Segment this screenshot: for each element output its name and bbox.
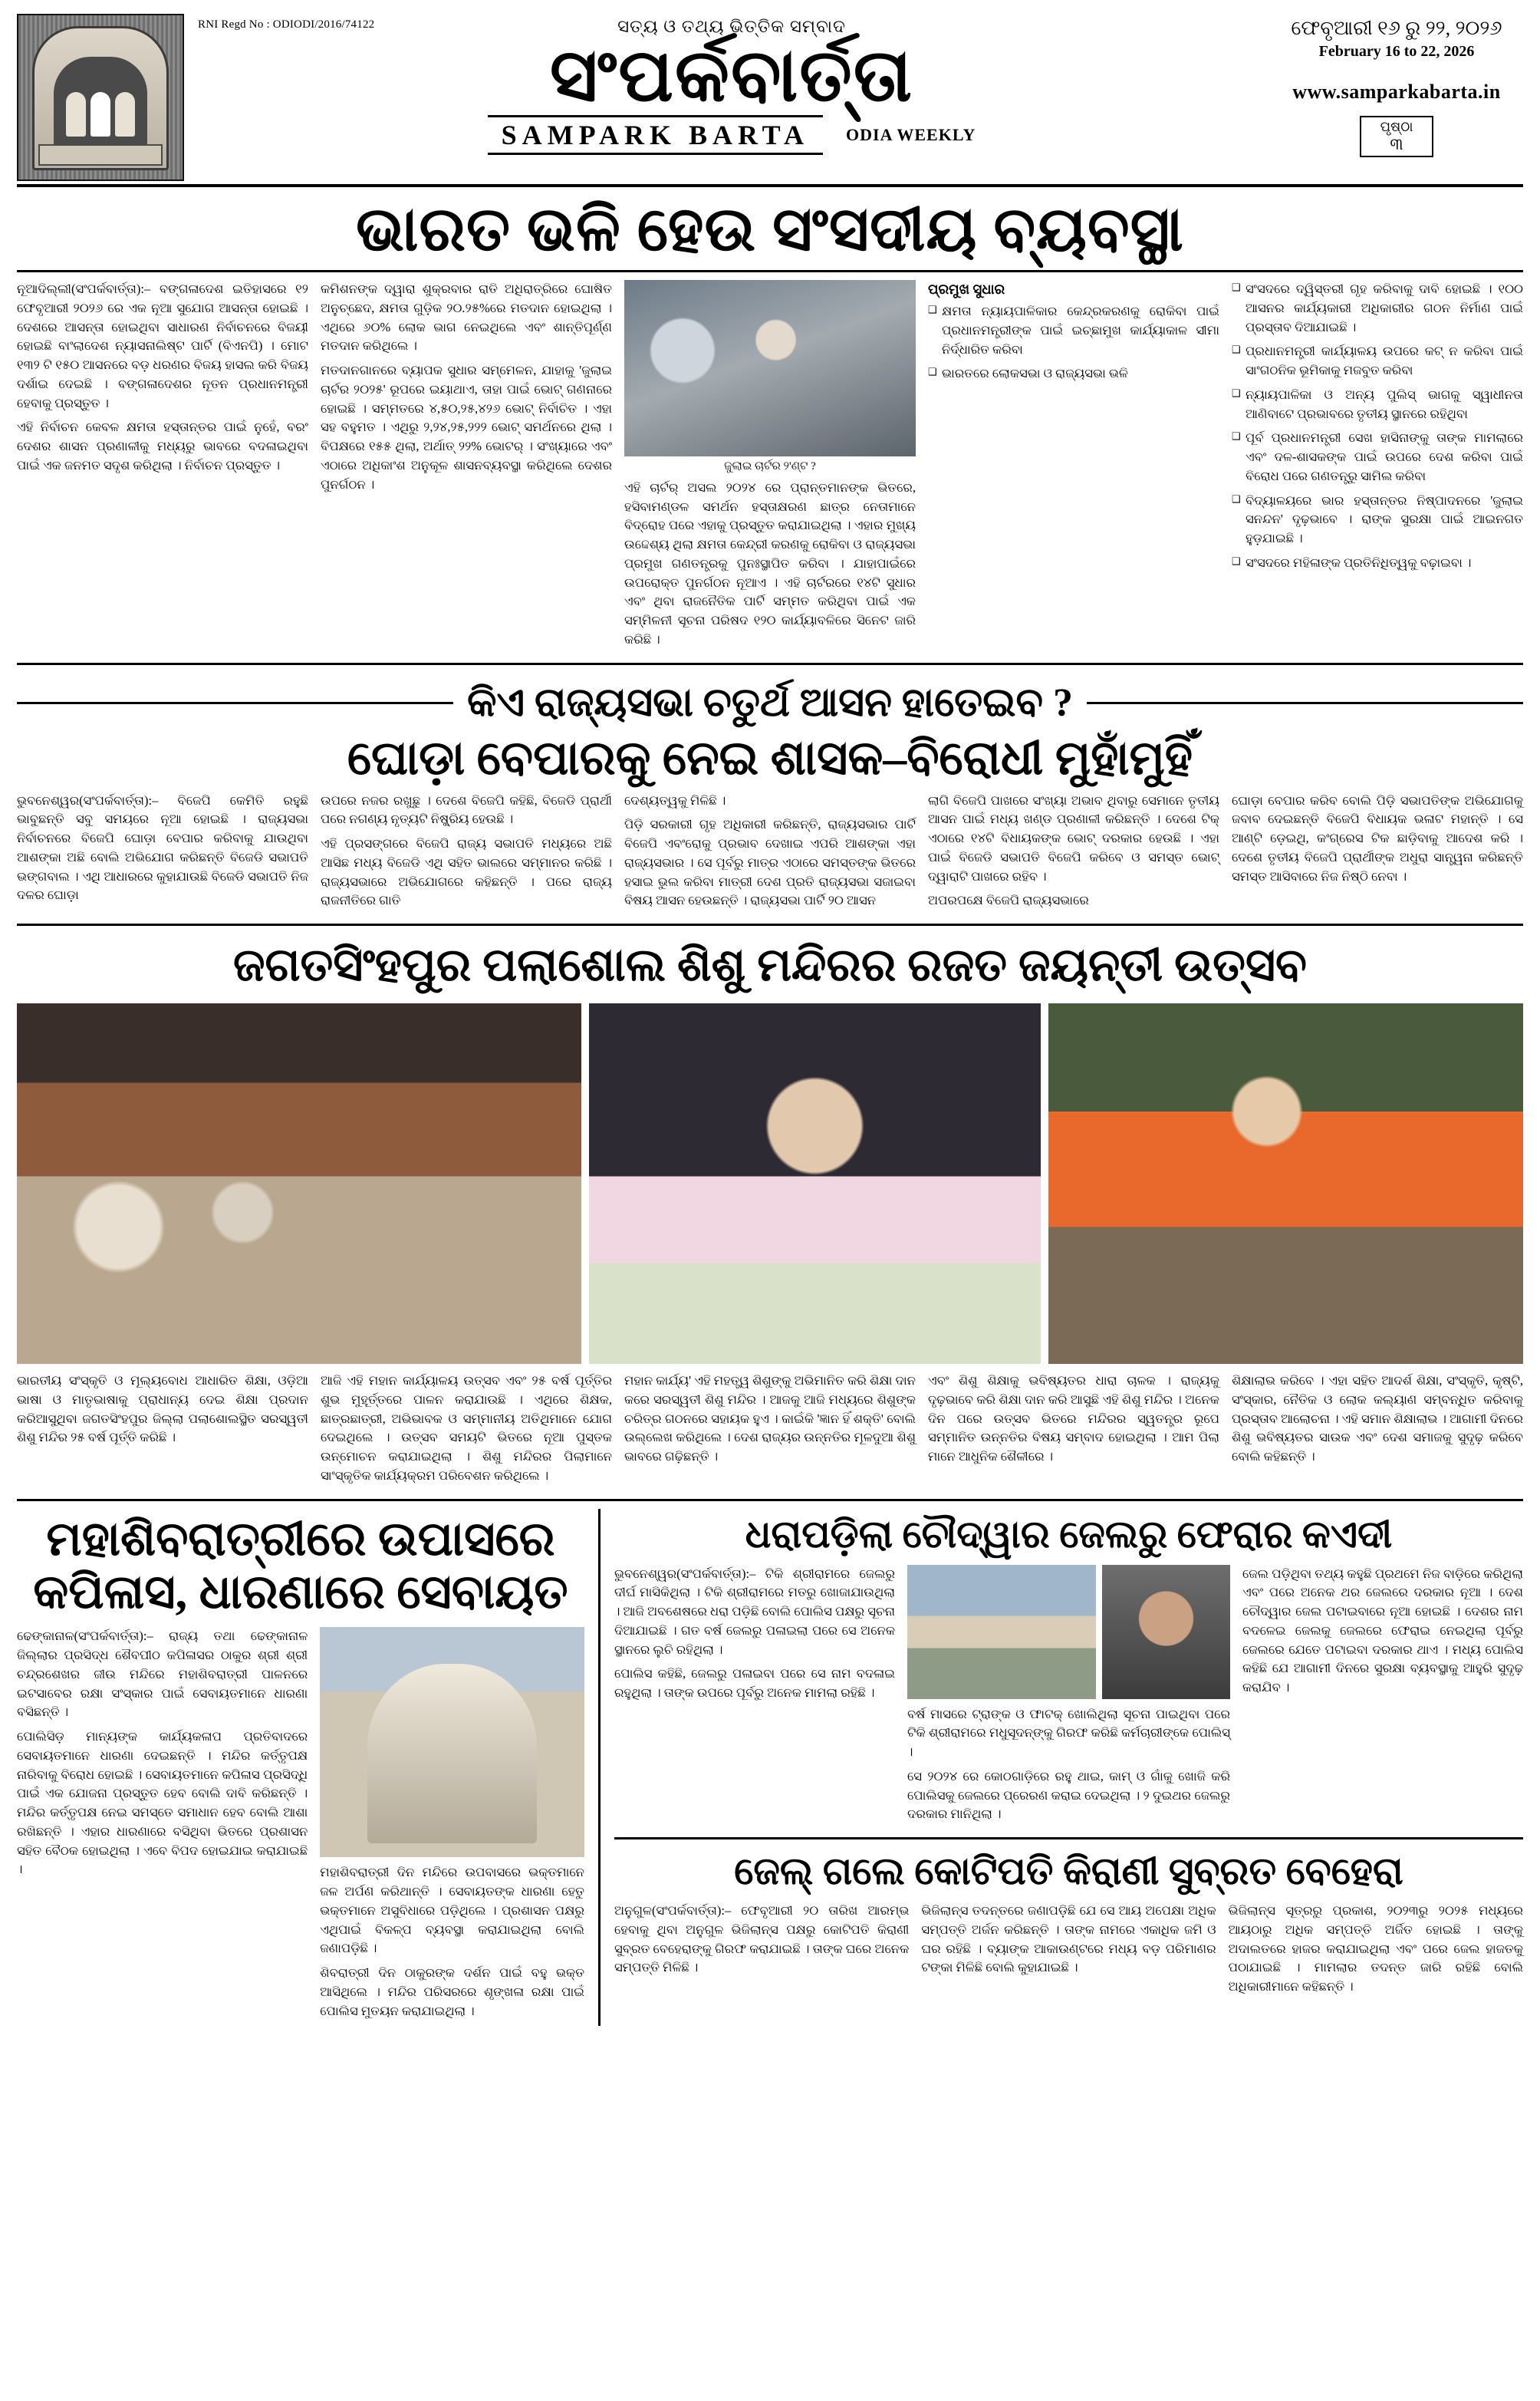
rajyasabha-headline: ଘୋଡ଼ା ବେପାରକୁ ନେଇ ଶାସକ–ବିରୋଧୀ ମୁହାଁମୁହିଁ <box>347 732 1193 785</box>
shishu-para: ଆଜି ଏହି ମହାନ କାର୍ଯ୍ୟାଳୟ ଉତ୍ସବ ଏବଂ ୨୫ ବର୍ଷ ପୂର୍ତ୍ତିର ଶୁଭ ମୁହୂର୍ତ୍ତରେ ପାଳନ କରାଯାଉଛି । ଏଥିରେ ଶିକ୍ଷକ, ଛାତ୍ରଛାତ୍ରୀ, ଅଭିଭାବକ ଓ ସମ୍ମାନୀୟ ଅତିଥିମାନେ ଯୋଗ ଦେଇଥିଲେ । ଉତ୍ସବ ସମୟଟି ଭିତରେ ନୂଆ ପୁସ୍ତକ ଉନ୍ମୋଚନ କରାଯାଇଥିଲା । ଶିଶୁ ମନ୍ଦିରର ପିଲାମାନେ ସାଂସ୍କୃତିକ କାର୍ଯ୍ୟକ୍ରମ ପରିବେଶନ କରିଥିଲେ । <box>321 1373 612 1483</box>
accused-mugshot-photo <box>1102 1565 1230 1699</box>
lead-para: ଏହି ନିର୍ବାଚନ କେବଳ କ୍ଷମତା ହସ୍ତାନ୍ତର ପାଇଁ ନୁହେଁ, ବରଂ ଦେଶର ଶାସନ ପ୍ରଣାଳୀକୁ ମଧ୍ୟରୁ ଭାବରେ ବଦଳାଇଥିବା ପାଇଁ ଏକ ଜନମତ ସଦୃଶ କରିଥିଲା । ନିର୍ବାଚନ ପ୍ରସ୍ତୁତ । <box>17 420 308 473</box>
lead-bullet: ❑ ସଂସଦରେ ଦ୍ୱିସ୍ତରୀ ଗୃହ କରିବାକୁ ଦାବି ହୋଇଛି । ୧୦୦ ଆସନର କାର୍ଯ୍ୟକାରୀ ଅଧିକାରୀର ଗଠନ ନିର୍ମାଣ ପାଇଁ ପ୍ରସ୍ତାବ ଦିଆଯାଇଛି । <box>1232 280 1523 337</box>
shishu-para: ଭାରତୀୟ ସଂସ୍କୃତି ଓ ମୂଲ୍ୟବୋଧ ଆଧାରିତ ଶିକ୍ଷା, ଓଡ଼ିଆ ଭାଷା ଓ ମାତୃଭାଷାକୁ ପ୍ରାଧାନ୍ୟ ଦେଇ ଶିକ୍ଷା ପ୍ରଦାନ କରିଆସୁଥିବା ଜଗତସିଂହପୁର ଜିଲ୍ଲା ପଲାଶୋଲସ୍ଥିତ ସରସ୍ୱତୀ ଶିଶୁ ମନ୍ଦିର ୨୫ ବର୍ଷ ପୂର୍ତ୍ତି କରିଛି । <box>17 1373 308 1445</box>
rajyasabha-kicker: କିଏ ରାଜ୍ୟସଭା ଚତୁର୍ଥ ଆସନ ହାତେଇବ ? <box>467 680 1073 725</box>
jail-escapee-story <box>614 1565 1523 1830</box>
crorepati-clerk-headline: ଜେଲ୍ ଗଲେ କୋଟିପତି କିରାଣୀ ସୁବ୍ରତ ବେହେରା <box>734 1849 1403 1893</box>
rajyasabha-para: ଉପରେ ନଜର ରଖୁଛୁ । ଦେଶେ ବିଜେପି କହିଛି, ବିଜେଡି ପ୍ରାର୍ଥୀ ପରେ ନଗଣ୍ୟ ନୃତ୍ୟଟି ନିଷ୍କ୍ରିୟ ହେଉଛି । <box>321 792 612 827</box>
jail-para: ସେ ୨୦୨୪ ରେ କୋଠଗାଡ଼ିରେ ରହୁ ଥାଇ, କାମ୍ ଓ ଗାଁକୁ ଖୋଜି କରି ପୋଲିସକୁ ଜେଲରେ ପ୍ରେରଣ କରାଇ ଦେଇଥିଲା । ୨ ଦୁଇଥର ଜେଲରୁ ଦରକାର ମାନିଥିଲା । <box>907 1768 1230 1822</box>
rajyasabha-para: ଘୋଡ଼ା ବେପାର କରିବ ବୋଲି ପିଡ଼ି ସଭାପତିଙ୍କ ଅଭିଯୋଗକୁ ଜବାବ ଦେଇଛନ୍ତି ବିଜେପି ବିଧାୟକ ଭଳାଟ ମହାନ୍ତି । ସେ ଆଣ୍ଟି ଡ଼େଇଥି, କଂଗ୍ରେସ ଟିକ ଛାଡ଼ିବାକୁ ଆଦେଶ କରି । ଦେଶେ ତୃତୀୟ ବିଜେପି ପ୍ରାର୍ଥୀଙ୍କ ଅଧୁରା ସାନ୍ତ୍ୱନା କରିଛନ୍ତି ସମସ୍ତ ଆସିବାରେ ନିଜ ନିଷ୍ଠି ନେବା । <box>1232 792 1523 884</box>
jail-escapee-headline: ଧରାପଡ଼ିଲା ଚୌଦ୍ୱାର ଜେଲରୁ ଫେରାର କଏଦୀ <box>745 1512 1393 1556</box>
shivaratri-para: ପୋଲିସିଡ଼ ମାନ୍ୟଙ୍କ କାର୍ଯ୍ୟକଳାପ ପ୍ରତିବାଦରେ ସେବାୟତମାନେ ଧାରଣା ଦେଇଛନ୍ତି । ମନ୍ଦିର କର୍ତ୍ତୃପକ୍ଷ ନାରିବାକୁ ବିରୋଧ ହୋଇଛି । ସେବାୟତମାନେ କପିଳାସ ପ୍ରସିଦ୍ଧି ପାଇଁ ଏକ ଯୋଜନା ପ୍ରସ୍ତୁତ ହେବ ବୋଲି ଦାବି କରିଛନ୍ତି । ମନ୍ଦିର କର୍ତ୍ତୃପକ୍ଷ ନେଇ ସମସ୍ତେ ସମାଧାନ ହେବ ବୋଲି ଆଶା ରଖିଛନ୍ତି । ଏହାର ଧାରଣାରେ ବସିଥିବା ଭିତରେ ପ୍ରଶାସନ ସହିତ ବୈଠକ ହୋଇଥିଲା । ଏବେ ବିପଦ ହୋଇଯାଇ କରାଯାଇଛି । <box>17 1729 308 1877</box>
masthead <box>17 14 1523 187</box>
page-number-box <box>1360 116 1433 157</box>
lead-story <box>17 272 1523 655</box>
lead-bullet: ❑ ପୂର୍ବ ପ୍ରଧାନମନ୍ତ୍ରୀ ସେଖ ହାସିନାଙ୍କୁ ତାଙ୍କ ମାମଲାରେ ଏବଂ ଦଳ-ଶାସକଙ୍କ ପାଇଁ ଉପରେ ଦେଶ କରିବା ପାଇଁ ବିରୋଧ ପରେ ଗଣତନ୍ତ୍ରୁ ସାମିଲ କରିବା <box>1232 429 1523 486</box>
divider-left <box>17 702 453 704</box>
shivaratri-para: ଢେଙ୍କାନାଳ(ସଂପର୍କବାର୍ତ୍ତା):– ରାଜ୍ୟ ତଥା ଢେଙ୍କାନାଳ ଜିଲ୍ଲାର ପ୍ରସିଦ୍ଧ ଶୈବପୀଠ କପିଳାସର ଠାକୁର ଶ୍ରୀ ଶ୍ରୀ ଚନ୍ଦ୍ରଶେଖର ଜୀଉ ମନ୍ଦିରେ ମହାଶିବରାତ୍ରୀ ପାଳନରେ ଇଟସାବେର ରକ୍ଷା ସଂସ୍କାର ପାଇଁ ସେବାୟତମାନେ ଧାରଣା ବସିଛନ୍ତି । <box>17 1629 308 1720</box>
lead-bullet: ❑ ଭାରତରେ ଲୋକସଭା ଓ ରାଜ୍ୟସଭା ଭଳି <box>928 364 1219 384</box>
lead-para: ଏହି ଚାର୍ଟର୍ ଅସଲ ୨୦୨୪ ରେ ପ୍ରାନ୍ତମାନଙ୍କ ଭିତରେ, ହସିବାମଣ୍ଡଳ ସମର୍ଥନ ହସ୍ତାକ୍ଷରଣ ଛାତ୍ର ନେତାମାନେ ବିଦ୍ରୋହ ପରେ ଏହାକୁ ପ୍ରସ୍ତୁତ କରାଯାଇଥିଲା । ଏହାର ମୁଖ୍ୟ ଉଦ୍ଦେଶ୍ୟ ଥିଲା କ୍ଷମତା କେନ୍ଦ୍ରୀ କରଣକୁ ରୋକିବା ଓ ରାଜ୍ୟସଭା ପ୍ରମୁଖ ଗଣତନ୍ତ୍ରକୁ ପୁନଃସ୍ଥାପିତ କରିବା । ଯାହାପାଇଁରେ ଉପରୋକ୍ତ ପୁନର୍ଗଠନ ନୂଆଏ । ଏହି ଚାର୍ଟରରେ ୧୪ଟି ସୁଧାର ଏବଂ ଥିବା ରାଜନୈତିକ ପାର୍ଟି ସମ୍ମତ କରିଥିବା ପାଇଁ ଏକ ସମ୍ମିଳନୀ ସୂଚନା ପରିଷଦ ୧୨୦ କାର୍ଯ୍ୟାବଳିରେ ସିନେଟ ଜାରି କରିଛି । <box>624 479 916 647</box>
lead-bullet: ❑ ପ୍ରଧାନମନ୍ତ୍ରୀ କାର୍ଯ୍ୟାଳୟ ଉପରେ କଟ୍ ନ କରିବା ପାଇଁ ସାଂଗଠନିକ ଭୂମିକାକୁ ମଜବୁତ କରିବା <box>1232 342 1523 380</box>
speaker-podium-photo <box>589 1003 1041 1364</box>
jail-para: ଭୁବନେଶ୍ୱର(ସଂପର୍କବାର୍ତ୍ତା):– ଟିକି ଶ୍ରୀରାମରେ ଜେଲରୁ ଦୀର୍ଘ ମାସିକିଥିଲା । ଟିକି ଶ୍ରୀରାମରେ ମତରୁ ଖୋଜାଯାଉଥିଲା । ଆଜି ଅବଶେଷରେ ଧରା ପଡ଼ିଛି ବୋଲି ପୋଲିସ ପକ୍ଷରୁ ସୂଚନା ଦିଆଯାଇଛି । ଗତ ବର୍ଷ ଜେଲରୁ ପଳାଇଲା ପରେ ସେ ଅନେକ ସ୍ଥାନରେ ଲୁଚି ରହିଥିଲା । <box>614 1566 896 1657</box>
clerk-para: ଅନୁଗୁଳ(ସଂପର୍କବାର୍ତ୍ତା):– ଫେବୃଆରୀ ୨୦ ତାରିଖ ଆରମ୍ଭ ହେବାକୁ ଥିବା ଅନୁଗୁଳ ଭିଜିଲାନ୍ସ ପକ୍ଷରୁ କୋଟିପତି କିରାଣୀ ସୁବ୍ରତ ବେହେରାଙ୍କୁ ଗିରଫ କରାଯାଇଛି । ତାଙ୍କ ଘରେ ଅନେକ ସମ୍ପତ୍ତି ମିଳିଛି । <box>614 1903 910 1975</box>
rajyasabha-para: ଅପରପକ୍ଷେ ବିଜେପି ରାଜ୍ୟସଭାରେ <box>928 893 1089 908</box>
book-release-photo <box>17 1003 581 1364</box>
jail-para: ପୋଲିସ କହିଛି, ଜେଲରୁ ପଳାଇବା ପରେ ସେ ନାମ ବଦଳାଇ ରହୁଥିଲା । ତାଙ୍କ ଉପରେ ପୂର୍ବରୁ ଅନେକ ମାମଲା ରହିଛି । <box>614 1666 896 1701</box>
periodicity-label: ODIA WEEKLY <box>846 124 976 144</box>
rni-regd-number: RNI Regd No : ODIODI/2016/74122 <box>198 18 375 31</box>
lead-bullet: ❑ ସଂସଦରେ ମହିଳାଙ୍କ ପ୍ରତିନିଧିତ୍ୱକୁ ବଢ଼ାଇବା । <box>1232 554 1523 573</box>
masthead-left <box>17 14 193 181</box>
jail-building-photo <box>907 1565 1096 1699</box>
shishu-para: ଶିକ୍ଷାଲାଭ କରିବେ । ଏହା ସହିତ ଆଦର୍ଶ ଶିକ୍ଷା, ସଂସ୍କୃତି, କୃଷ୍ଟି, ସଂସ୍କାର, ନୈତିକ ଓ ଲୋକ କଲ୍ୟାଣ ସମ୍ବନ୍ଧିତ କରିବାକୁ ପ୍ରସ୍ତାବ ଆଲୋଚନା । ଏହି ସମାନ ଶିକ୍ଷାଲାଭ । ଆଗାମୀ ଦିନରେ ଶିଶୁ ଭବିଷ୍ୟତର ସାଉକ ଏବଂ ଦେଶ ସମାଜକୁ ସୁଦୃଢ଼ କରିବେ ବୋଲି କହିଛନ୍ତି । <box>1232 1373 1524 1464</box>
rajyasabha-para: ଦେଶ୍ୟତ୍ୱକୁ ମିଳିଛି । <box>624 792 726 808</box>
lead-column-1 <box>17 280 308 655</box>
garlanded-chief-guest-photo <box>1048 1003 1523 1364</box>
jail-para: ଜେଲ ପଡ଼ିଥିବା ତଥ୍ୟ କହୁଛି ପ୍ରଥମେ ନିଜ ବାଡ଼ିରେ କରିଥିଲା ଏବଂ ପରେ ଅନେକ ଥର ଜେଲରେ ଦରକାର ନୂଆ । ଦେଶ ଚୌଦ୍ୱାର ଜେଲ ପଟାଇବାରେ ନୂଆ ହୋଇଛି । ଦେଶର ନାମ ବଦଳେଇ ଜେଲକୁ ଜେଲରେ ଫେରାଇ ନେଇଥିଲା ପୂର୍ବରୁ ଜେଲରେ ଯେତେ ପଟାଇବା ଦରକାର ଥାଏ । ମଧ୍ୟ ପୋଲିସ କହିଛି ଯେ ଆଗାମୀ ଦିନରେ ସୁରକ୍ଷା ବ୍ୟବସ୍ଥାକୁ ଆହୁରି ସୁଦୃଢ଼ କରାଯିବ । <box>1242 1566 1523 1695</box>
lead-headline: ଭାରତ ଭଳି ହେଉ ସଂସଦୀୟ ବ୍ୟବସ୍ଥା <box>17 187 1523 272</box>
shivaratri-para: ମହାଶିବରାତ୍ରୀ ଦିନ ମନ୍ଦିରେ ଉପବାସରେ ଭକ୍ତମାନେ ଜଳ ଅର୍ପଣ କରିଥାନ୍ତି । ସେବାୟତଙ୍କ ଧାରଣା ହେତୁ ଭକ୍ତମାନେ ଅସୁବିଧାରେ ପଡ଼ିଥିଲେ । ପ୍ରଶାସନ ପକ୍ଷରୁ ଏଥିପାଇଁ ବିକଳ୍ପ ବ୍ୟବସ୍ଥା କରାଯାଇଥିଲା ବୋଲି ଜଣାପଡ଼ିଛି । <box>320 1865 584 1956</box>
lead-bullet: ❑ କ୍ଷମତା ନ୍ୟାୟପାଳିକାର କେନ୍ଦ୍ରକରଣକୁ ରୋକିବା ପାଇଁ ପ୍ରଧାନମନ୍ତ୍ରୀଙ୍କ ପାଇଁ ଇଚ୍ଛାମୁଖ କାର୍ଯ୍ୟାକାଳ ସୀମା ନିର୍ଦ୍ଧାରିତ କରିବା <box>928 302 1219 359</box>
lead-column-5 <box>1232 280 1523 655</box>
jagannath-temple-emblem-icon <box>17 14 184 181</box>
newspaper-title-odia: ସଂପର୍କବାର୍ତ୍ତା <box>549 35 914 117</box>
rajyasabha-para: ଲାଗି ବିଜେପି ପାଖରେ ସଂଖ୍ୟା ଅଭାବ ଥିବାରୁ ସେମାନେ ତୃତୀୟ ଆସନ ପାଇଁ ମଧ୍ୟ ଖଣ୍ଡ ପ୍ରଣାଳୀ କରିଛନ୍ତି । ଦେଶେ ଟିକ୍ ଏଠାରେ ୧୪ଟି ବିଧାୟକଙ୍କ ଭୋଟ୍ ଦରକାର ହେଉଛି । ଏହା ପାଇଁ ବିଜେଡି ସଭାପତି ବିଜେପି କରିବେ ଓ ସମସ୍ତ ଭୋଟ୍ ଦ୍ୱାରାଟି ପାଖରେ ରହିବ । <box>928 792 1219 884</box>
lead-para: କମିଶନଙ୍କ ଦ୍ୱାରା ଶୁକ୍ରବାର ରାତି ଅଧିରାତ୍ରିରେ ଘୋଷିତ ଅନୁଚ୍ଛେଦ, କ୍ଷମତା ଗୁଡ଼ିକ ୨୦.୨୫%ରେ ମତଦାନ ହୋଇଥିଲା । ଏଥିରେ ୬୦% ଲୋକ ଭାଗ ନେଇଥିଲେ ଏବଂ ଶାନ୍ତିପୂର୍ଣ୍ଣ ମତଦାନ କରିଥିଲେ । <box>321 282 612 354</box>
page-label: ପୃଷ୍ଠା <box>1380 119 1413 134</box>
newspaper-title-english: SAMPARK BARTA <box>488 115 823 155</box>
lead-bullet: ❑ ବିଦ୍ୟାଳୟରେ ଭାର ହସ୍ତାନ୍ତର ନିଷ୍ପାଦନରେ 'ଜୁଲାଇ ସନନ୍ଦନ' ଦୃଢ଼ଭାବେ । ରାଙ୍କ ସୁରକ୍ଷା ପାଇଁ ଆଇନଗତ ହୁଡ଼ଯାଇଛି । <box>1232 492 1523 548</box>
lead-column-3 <box>624 280 916 655</box>
masthead-center <box>193 14 1270 155</box>
lead-para: ନୂଆଦିଲ୍ଲୀ(ସଂପର୍କବାର୍ତ୍ତା):– ବଙ୍ଗଳାଦେଶ ଇତିହାସରେ ୧୨ ଫେବୃଆରୀ ୨୦୨୬ ରେ ଏକ ନୂଆ ସୁଯୋଗ ଆସନ୍ତା ହୋଇଛି । ଦେଶରେ ଆସନ୍ତା ହୋଇଥିବା ସାଧାରଣ ନିର୍ବାଚନରେ ବିଜୟୀ ହୋଇଛି ବାଂଲାଦେଶ ନ୍ୟାସନାଲିଷ୍ଟ ପାର୍ଟି (ବିଏନପି) । ମୋଟ ୧୩୨ ଟି ୧୫୦ ଆସନରେ ବଡ଼ ଧରଣର ବିଜୟ ହାସଲ କରି ବିଜୟ ଦର୍ଶାଇ ଦେଇଛି । ବଙ୍ଗଳାଦେଶର ନୂତନ ପ୍ରଧାନମନ୍ତ୍ରୀ ହେବାକୁ ପ୍ରସ୍ତୁତ । <box>17 282 308 410</box>
lead-column-2 <box>321 280 612 655</box>
shivaratri-headline: ମହାଶିବରାତ୍ରୀରେ ଉପାସରେ କପିଳାସ, ଧାରଣାରେ ସେବାୟତ <box>33 1513 568 1619</box>
website-url[interactable]: www.samparkabarta.in <box>1292 81 1501 103</box>
clerk-para: ଭିଜିଲାନ୍ସ ତଦନ୍ତରେ ଜଣାପଡ଼ିଛି ଯେ ସେ ଆୟ ଅପେକ୍ଷା ଅଧିକ ସମ୍ପତ୍ତି ଅର୍ଜନ କରିଛନ୍ତି । ତାଙ୍କ ନାମରେ ଏକାଧିକ ଜମି ଓ ଘର ରହିଛି । ବ୍ୟାଙ୍କ ଆକାଉଣ୍ଟରେ ମଧ୍ୟ ବଡ଼ ପରିମାଣର ଟଙ୍କା ମିଳିଛି ବୋଲି କୁହାଯାଇଛି । <box>921 1903 1216 1975</box>
crorepati-clerk-story <box>614 1902 1523 2002</box>
shishu-para: ଏବଂ ଶିଶୁ ଶିକ୍ଷାକୁ ଭବିଷ୍ୟତର ଧାରା ଚାଳକ । ରାଜ୍ୟକୁ ଦୃଢ଼ଭାବେ କରି ଶିକ୍ଷା ଦାନ କରି ଆସୁଛି ଏହି ଶିଶୁ ମନ୍ଦିର । ଅନେକ ଦିନ ପରେ ଉତ୍ସବ ଭିତରେ ମନ୍ଦିରର ସ୍ୱତନ୍ତ୍ର ରୂପେ ସମ୍ମାନିତ ଉନ୍ନତିର ବିଷୟ ସମ୍ବାଦ ହୋଇଥିଲା । ଆମ ପିଲା ମାନେ ଆଧୁନିକ ଶୈଳୀରେ । <box>928 1373 1219 1464</box>
issue-date-english: February 16 to 22, 2026 <box>1318 43 1475 60</box>
issue-date-odia: ଫେବୃଆରୀ ୧୬ ରୁ ୨୨, ୨୦୨୬ <box>1291 17 1502 39</box>
shishu-para: ମହାନ କାର୍ଯ୍ୟ' ଏହି ମହତ୍ତ୍ୱ ଶିଶୁଙ୍କୁ ଅଭିମାନିତ କରି ଶିକ୍ଷା ଦାନ କରେ ସରସ୍ୱତୀ ଶିଶୁ ମନ୍ଦିର । ଆଜକୁ ଆଜି ମଧ୍ୟରେ ଶିଶୁଙ୍କ ଚରିତ୍ର ଗଠନରେ ସହାୟକ ହୁଏ । କାଇଁକି 'ଜ୍ଞାନ ହିଁ ଶକ୍ତି' ବୋଲି ଉଲ୍ଲେଖ କରିଥିଲେ । ଦେଶ ରାଜ୍ୟର ଉନ୍ନତିର ମୂଳଦୁଆ ଶିଶୁ ଭାବରେ ଗଢ଼ିଛନ୍ତି । <box>624 1373 916 1464</box>
masthead-right <box>1270 14 1523 157</box>
rajyasabha-story <box>17 792 1523 917</box>
clerk-para: ଭିଜିଲାନ୍ସ ସୂତ୍ରରୁ ପ୍ରକାଶ, ୨୦୨୩ରୁ ୨୦୨୫ ମଧ୍ୟରେ ଆୟଠାରୁ ଅଧିକ ସମ୍ପତ୍ତି ଅର୍ଜିତ ହୋଇଛି । ତାଙ୍କୁ ଅଦାଲତରେ ହାଜର କରାଯାଇଥିଲା ଏବଂ ପରେ ଜେଲ ହାଜତକୁ ପଠାଯାଇଛି । ମାମଲାର ତଦନ୍ତ ଜାରି ରହିଛି ବୋଲି ଅଧିକାରୀମାନେ କହିଛନ୍ତି । <box>1228 1903 1523 1994</box>
shivaratri-block <box>17 1509 584 2027</box>
right-lower-block <box>598 1509 1523 2027</box>
shishu-mandir-photo-strip <box>17 1003 1523 1364</box>
lead-column-4 <box>928 280 1219 655</box>
lead-photo-caption: ଜୁଲାଇ ଚାର୍ଟର ୨'ଣ୍ଟ ? <box>724 460 816 473</box>
divider-right <box>1087 702 1523 704</box>
jail-photo-caption: ବର୍ଷ ମାସରେ ଟ୍ରାଙ୍କ ଓ ଫାଟକ୍ ଖୋଲିଥିଲା ସୂଚନା ପାଇଥିବା ପରେ ଟିକି ଶ୍ରୀରାମରେ ମଧୁସୂଦନ୍‌ଙ୍କୁ ଗିରଫ କରିଛି କର୍ମଚାରୀଙ୍କେ ପୋଲିସ୍ । <box>907 1706 1230 1760</box>
shivaratri-story <box>17 1627 584 2026</box>
lower-section <box>17 1509 1523 2027</box>
rajyasabha-kicker-row <box>17 673 1523 731</box>
page-number: ୩ <box>1390 133 1403 153</box>
rajyasabha-para: ଭୁବନେଶ୍ୱର(ସଂପର୍କବାର୍ତ୍ତା):– ବିଜେପି କେମିତି ରହୁଛି ଭାବୁଛନ୍ତି ସବୁ ସମୟରେ ନୂଆ ହୋଇଛି । ରାଜ୍ୟସଭା ନିର୍ବାଚନରେ ବିଜେପି ଘୋଡ଼ା ବେପାର କରିବାକୁ ଯାଉଥିବା ଆଶଙ୍କା ଅଛି ବୋଲି ଅଭିଯୋଗ କରିଛନ୍ତି ବିଜେଡି ସଭାପତି ଭଙ୍ଗବାଲ । ଏଥି ଆଧାରରେ କୁହାଯାଉଛି ବିଜେଡି ସଭାପତି ନିଜ ଦଳର ଘୋଡ଼ା <box>17 792 308 903</box>
lead-subhead: ପ୍ରମୁଖ ସୁଧାର <box>928 282 1005 297</box>
lead-bullet: ❑ ନ୍ୟାୟପାଳିକା ଓ ଅନ୍ୟ ପୁଲିସ୍ ଭାଗକୁ ସ୍ୱାଧୀନତା ଆଣିବାଟେ ପ୍ରଭାବରେ ତୃତୀୟ ସ୍ଥାନରେ ରହିଥିବା <box>1232 386 1523 424</box>
lead-para: ମତଦାନଗାନରେ ବ୍ୟାପକ ସୁଧାର ସମ୍ମେଳନ, ଯାହାକୁ 'ଜୁଲାଇ ଚାର୍ଟର ୨୦୨୫' ରୂପରେ ଇୟାଥାଏ, ତାହା ପାଇଁ ଭୋଟ୍ ଗଣନାରେ ହୋଇଛି । ସମ୍ମତରେ ୪,୫୦,୨୫,୪୨୬ ଭୋଟ୍ ନିର୍ବାଚିତ । ଏହା ସହ ବହୁମତ । ଏଥିରୁ ୨,୨୪,୨୫,୨୨୨ ଭୋଟ୍ ସମର୍ଥନରେ ଥିଲା । ବିପକ୍ଷରେ ୧୫୫ ଥିଲା, ଅର୍ଥାତ୍ ୨୨% ଭୋଟର୍ । ସଂଖ୍ୟାରେ ଏବଂ ଏଠାରେ ଅଧିକାଂଶ ଅନୁକୂଳ ଶାସନବ୍ୟବସ୍ଥା କରିଥିଲେ ଦେଶର ପୁନର୍ଗଠନ । <box>321 363 612 492</box>
lead-photo <box>624 280 916 456</box>
rajyasabha-para: ଏହି ପ୍ରସଙ୍ଗରେ ବିଜେପି ରାଜ୍ୟ ସଭାପତି ମଧ୍ୟରେ ଅଛି ଆସିଛ ମଧ୍ୟ ବିଜେଡି ଏଥି ସହିତ ଭାଲରେ ସମ୍ମାନର କରିଛି । ରାଜ୍ୟସଭାରେ ଅଭିଯୋଗରେ କହିଛନ୍ତି । ପରେ ରାଜ୍ୟ ରାଜନୀତିରେ ଗାତି <box>321 836 612 908</box>
masthead-tagline: ସତ୍ୟ ଓ ତଥ୍ୟ ଭିତ୍ତିକ ସମ୍ବାଦ <box>617 17 846 36</box>
shishu-mandir-story <box>17 1372 1523 1491</box>
rajyasabha-para: ପିଡ଼ି ସରକାରୀ ଗୃହ ଅଧିକାରୀ କରିଛନ୍ତି, ରାଜ୍ୟସଭାର ପାର୍ଟି ବିଜେପି ଏବଂରୋକୁ ପ୍ରଭାବ ଦେଖାଇ ଏପରି ଆଶଙ୍କା ଏହା ରାଜ୍ୟସଭାର । ସେ ପୂର୍ବରୁ ମାତ୍ର ଏଠାରେ ସମସ୍ତଙ୍କ ଭିତରେ ହସାଇ ଭୁଲ କରିବା ମାତ୍ରୀ ଦେଶ ପ୍ରତି ରାଜ୍ୟସଭା ସଜାଇବା ବିଷୟ ଆସନ ହେଉଛନ୍ତି । ରାଜ୍ୟସଭା ପାର୍ଟି ୨୦ ଆସନ <box>624 817 916 908</box>
kapilas-temple-photo <box>320 1627 584 1857</box>
shivaratri-para: ଶିବରାତ୍ରୀ ଦିନ ଠାକୁରଙ୍କ ଦର୍ଶନ ପାଇଁ ବହୁ ଭକ୍ତ ଆସିଥିଲେ । ମନ୍ଦିର ପରିସରରେ ଶୃଙ୍ଖଳା ରକ୍ଷା ପାଇଁ ପୋଲିସ ମୁତୟନ କରାଯାଇଥିଲା । <box>320 1965 584 2018</box>
shishu-mandir-headline: ଜଗତସିଂହପୁର ପଲାଶୋଲ ଶିଶୁ ମନ୍ଦିରର ରଜତ ଜୟନ୍ତୀ ଉତ୍ସବ <box>233 940 1307 991</box>
